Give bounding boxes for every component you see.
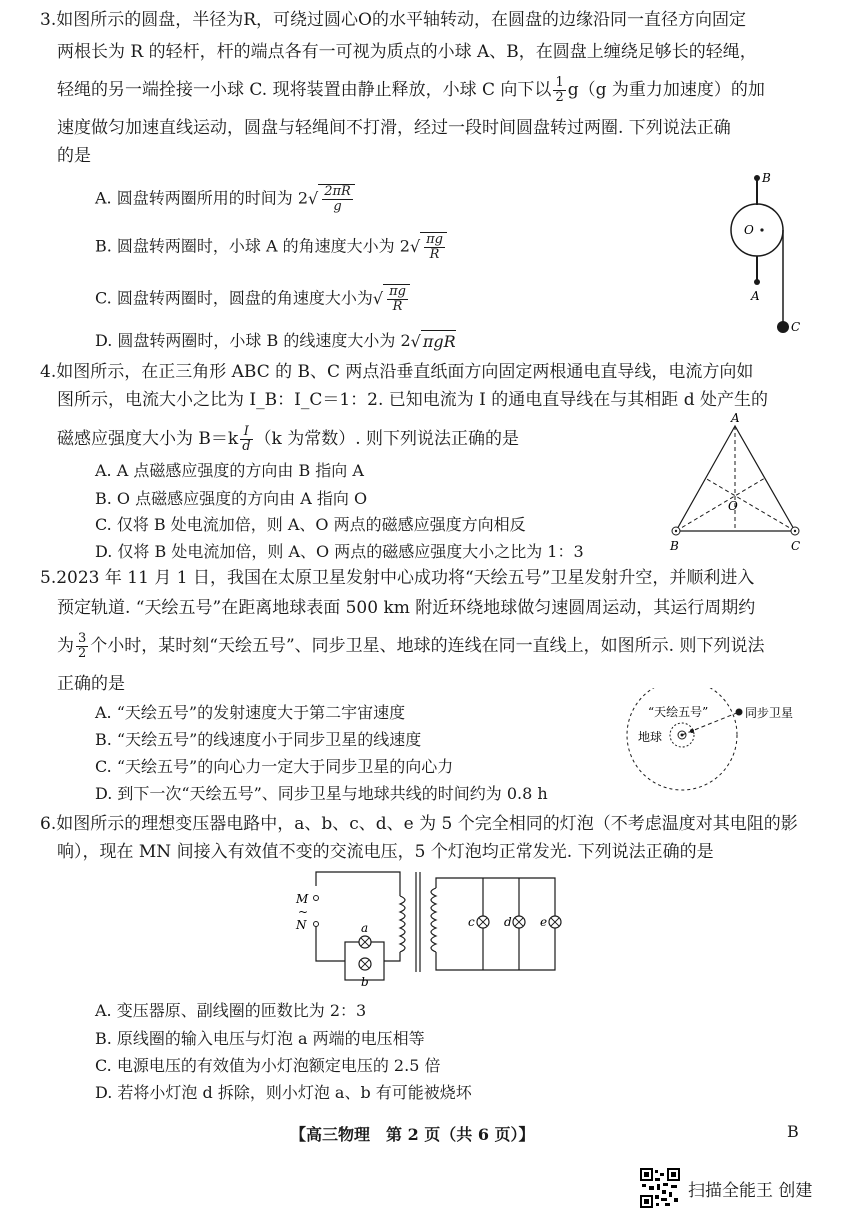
q3-label-b: B: [762, 171, 771, 185]
q5-option-d: D. 到下一次“天绘五号”、同步卫星与地球共线的时间约为 0.8 h: [95, 784, 548, 803]
q6-terminal-n: [314, 922, 319, 927]
q6-label-b: b: [361, 975, 369, 986]
page-footer-title: 【高三物理 第 2 页（共 6 页）】: [290, 1125, 535, 1144]
q3-option-b-sqrt: √ $\frac{\pi g}{R}$: [410, 232, 447, 262]
q3-ball-b: [754, 175, 760, 181]
q6-transformer-circuit: [290, 866, 580, 986]
q5-sync-satellite: [736, 709, 743, 716]
q5-label-earth: 地球: [638, 730, 663, 744]
q3-line-3a: 轻绳的另一端拴接一小球 C. 现将装置由静止释放，小球 C 向下以: [57, 80, 552, 100]
q3-line-4: 速度做匀加速直线运动，圆盘与轻绳间不打滑，经过一段时间圆盘转过两圈. 下列说法正确: [57, 118, 731, 138]
q3-half-fraction: $\frac{1}{2}$: [555, 75, 564, 105]
q3-line-3: [57, 76, 765, 105]
q5-line-1: 5.2023 年 11 月 1 日，我国在太原卫星发射中心成功将“天绘五号”卫星发射升空，并顺利进入: [40, 568, 755, 588]
q3-line-5: 的是: [57, 146, 91, 166]
q6-secondary-loop: [436, 878, 555, 970]
q3-option-d-sqrt: √ πgR: [410, 332, 456, 351]
q4-option-d: D. 仅将 B 处电流加倍，则 A、O 两点的磁感应强度大小之比为 1：3: [95, 542, 584, 561]
q6-label-tilde: ~: [298, 905, 309, 919]
q6-label-a: a: [361, 921, 369, 935]
q6-option-a: A. 变压器原、副线圈的匝数比为 2：3: [95, 1001, 367, 1020]
q6-label-d: d: [504, 915, 512, 929]
q3-disk-figure: [720, 168, 810, 343]
q5-orbit-figure: [612, 688, 812, 818]
q6-terminal-m: [314, 896, 319, 901]
q5-option-b: B. “天绘五号”的线速度小于同步卫星的线速度: [95, 730, 422, 749]
q6-primary-coil: [400, 896, 405, 952]
q4-median-b: [676, 478, 765, 531]
q4-line-2: 图所示，电流大小之比为 I_B：I_C＝1：2. 已知电流为 I 的通电直导线在与其相距 d 处产生的: [57, 390, 768, 410]
q3-option-b: B. 圆盘转两圈时，小球 A 的角速度大小为 2√ $\frac{\pi g}{R}$: [95, 232, 447, 262]
q4-line-1: 4.如图所示，在正三角形 ABC 的 B、C 两点沿垂直纸面方向固定两根通电直导线，电流方向如: [40, 362, 754, 382]
q6-option-b: B. 原线圈的输入电压与灯泡 a 两端的电压相等: [95, 1029, 425, 1048]
q3-label-c: C: [791, 320, 801, 334]
q3-option-a-sqrt: √ $\frac{2\pi R}{g}$: [308, 184, 355, 214]
q4-option-c: C. 仅将 B 处电流加倍，则 A、O 两点的磁感应强度方向相反: [95, 515, 526, 534]
q4-label-b: B: [670, 539, 679, 553]
q4-median-c: [705, 478, 795, 531]
q3-line-3b: g（g 为重力加速度）的加: [567, 80, 765, 100]
scanner-watermark: [640, 1168, 812, 1208]
q3-label-a: A: [751, 289, 760, 303]
q4-option-a: A. A 点磁感应强度的方向由 B 指向 A: [95, 461, 364, 480]
q4-label-c: C: [791, 539, 801, 553]
q4-wire-b-dot: [675, 530, 677, 532]
q6-primary-right-wire: [384, 952, 400, 961]
q5-line-3: 为 $\frac{3}{2}$ 个小时，某时刻“天绘五号”、同步卫星、地球的连线在同一直线上，如图所示. 则下列说法: [57, 631, 765, 661]
q6-label-c: c: [468, 915, 475, 929]
q4-triangle-figure: [662, 410, 812, 555]
q6-primary-bottom-wire: [316, 924, 345, 961]
q6-primary-top-wire: [316, 872, 400, 896]
q4-option-b: B. O 点磁感应强度的方向由 A 指向 O: [95, 489, 368, 508]
q3-disk: [731, 204, 783, 256]
q3-line-2: 两根长为 R 的轻杆，杆的端点各有一可视为质点的小球 A、B，在圆盘上缠绕足够长的轻绳，: [57, 42, 757, 62]
q5-line-4: 正确的是: [57, 674, 125, 694]
q5-label-sync: 同步卫星: [745, 706, 794, 720]
q5-fraction: $\frac{3}{2}$: [78, 631, 87, 661]
q3-line-1: 3.如图所示的圆盘，半径为R，可绕过圆心O的水平轴转动，在圆盘的边缘沿同一直径方向固定: [40, 10, 746, 30]
q5-line-2: 预定轨道. “天绘五号”在距离地球表面 500 km 附近环绕地球做匀速圆周运动，其运行周期约: [57, 598, 756, 618]
q4-fraction: $\frac{I}{d}$: [242, 424, 251, 454]
q6-line-2: 响），现在 MN 间接入有效值不变的交流电压，5 个灯泡均正常发光. 下列说法正确的是: [57, 842, 714, 862]
q5-label-tianhui: “天绘五号”: [648, 705, 709, 719]
q3-ball-a: [754, 279, 760, 285]
q6-line-1: 6.如图所示的理想变压器电路中，a、b、c、d、e 为 5 个完全相同的灯泡（不考虑温度对其电阻的影: [40, 814, 798, 834]
qr-code-icon: [640, 1168, 680, 1208]
q6-option-c: C. 电源电压的有效值为小灯泡额定电压的 2.5 倍: [95, 1056, 441, 1075]
q4-label-o: O: [728, 499, 738, 513]
q3-ball-c: [777, 321, 789, 333]
q6-label-e: e: [540, 915, 548, 929]
q3-option-d: D. 圆盘转两圈时，小球 B 的线速度大小为 2√ πgR: [95, 331, 456, 351]
q6-label-m: M: [296, 892, 309, 906]
scanner-text: 扫描全能王 创建: [688, 1180, 813, 1201]
q3-option-a: A. 圆盘转两圈所用的时间为 2√ $\frac{2\pi R}{g}$: [95, 184, 355, 214]
q4-line-3: 磁感应强度大小为 B＝k $\frac{I}{d}$ （k 为常数）. 则下列说法正确的是: [57, 424, 520, 454]
q5-option-a: A. “天绘五号”的发射速度大于第二宇宙速度: [95, 703, 406, 722]
q6-secondary-coil: [431, 888, 436, 952]
q6-label-n: N: [296, 918, 307, 932]
q5-option-c: C. “天绘五号”的向心力一定大于同步卫星的向心力: [95, 757, 454, 776]
q4-wire-c-dot: [794, 530, 796, 532]
q3-label-o: O: [744, 223, 754, 237]
q3-center-dot: [760, 228, 763, 231]
q5-tianhui-satellite: [690, 729, 694, 733]
q3-option-c: C. 圆盘转两圈时，圆盘的角速度大小为√ $\frac{\pi g}{R}$: [95, 284, 410, 314]
q6-option-d: D. 若将小灯泡 d 拆除，则小灯泡 a、b 有可能被烧坏: [95, 1083, 472, 1102]
q4-label-a: A: [731, 411, 740, 425]
q3-option-c-sqrt: √ $\frac{\pi g}{R}$: [373, 284, 410, 314]
paper-version: B: [787, 1122, 799, 1141]
